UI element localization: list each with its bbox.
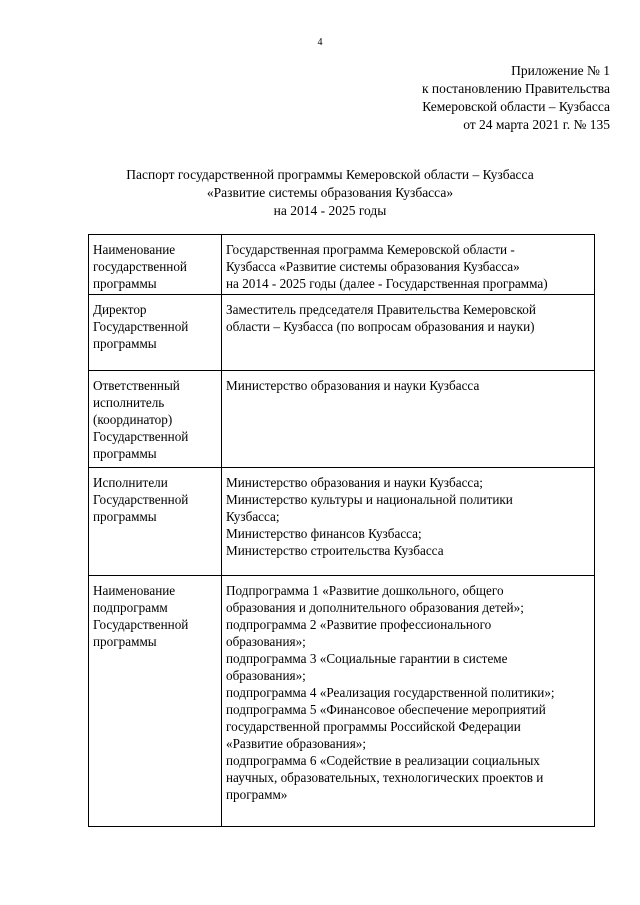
label-line: подпрограмм xyxy=(93,600,168,615)
page-number: 4 xyxy=(317,37,323,48)
row-label xyxy=(89,576,222,827)
value-line: на 2014 - 2025 годы (далее - Государственная программа) xyxy=(226,276,548,291)
value-line: Министерство финансов Кузбасса; xyxy=(226,526,422,541)
table-row xyxy=(89,468,595,576)
appendix-line: Приложение № 1 xyxy=(511,63,610,78)
table-row xyxy=(89,576,595,827)
row-label xyxy=(89,295,222,371)
document-title xyxy=(60,166,600,220)
title-line: «Развитие системы образования Кузбасса» xyxy=(206,185,454,200)
title-line: Паспорт государственной программы Кемеровской области – Кузбасса xyxy=(126,167,534,182)
value-line: Кузбасса; xyxy=(226,509,280,524)
label-line: программы xyxy=(93,276,157,291)
value-line: научных, образовательных, технологических проектов и xyxy=(226,770,544,785)
value-line: программ» xyxy=(226,787,288,802)
row-label xyxy=(89,468,222,576)
label-line: Исполнители xyxy=(93,475,168,490)
value-line: Министерство образования и науки Кузбасса xyxy=(226,378,480,393)
label-line: Государственной xyxy=(93,319,189,334)
label-line: Ответственный xyxy=(93,378,180,393)
appendix-line: от 24 марта 2021 г. № 135 xyxy=(463,117,610,132)
row-value xyxy=(222,235,595,295)
label-line: программы xyxy=(93,634,157,649)
appendix-line: Кемеровской области – Кузбасса xyxy=(422,99,610,114)
value-line: образования»; xyxy=(226,634,306,649)
row-label xyxy=(89,371,222,468)
value-line: области – Кузбасса (по вопросам образования и науки) xyxy=(226,319,535,334)
value-line: подпрограмма 2 «Развитие профессионального xyxy=(226,617,492,632)
row-value xyxy=(222,371,595,468)
label-line: Наименование xyxy=(93,583,176,598)
value-line: образования и дополнительного образования детей»; xyxy=(226,600,524,615)
value-line: подпрограмма 6 «Содействие в реализации социальных xyxy=(226,753,540,768)
label-line: Наименование xyxy=(93,242,176,257)
label-line: Государственной xyxy=(93,429,189,444)
row-value xyxy=(222,295,595,371)
row-label xyxy=(89,235,222,295)
value-line: Государственная программа Кемеровской области - xyxy=(226,242,515,257)
label-line: программы xyxy=(93,509,157,524)
label-line: государственной xyxy=(93,259,187,274)
value-line: подпрограмма 5 «Финансовое обеспечение мероприятий xyxy=(226,702,546,717)
label-line: Государственной xyxy=(93,617,189,632)
row-value xyxy=(222,576,595,827)
row-value xyxy=(222,468,595,576)
table-row xyxy=(89,235,595,295)
value-line: государственной программы Российской Федерации xyxy=(226,719,521,734)
label-line: (координатор) xyxy=(93,412,173,427)
value-line: подпрограмма 4 «Реализация государственной политики»; xyxy=(226,685,555,700)
value-line: Кузбасса «Развитие системы образования Кузбасса» xyxy=(226,259,520,274)
label-line: Директор xyxy=(93,302,147,317)
label-line: исполнитель xyxy=(93,395,165,410)
label-line: программы xyxy=(93,446,157,461)
label-line: программы xyxy=(93,336,157,351)
table-row xyxy=(89,371,595,468)
value-line: образования»; xyxy=(226,668,306,683)
value-line: Министерство культуры и национальной политики xyxy=(226,492,513,507)
appendix-header xyxy=(360,62,610,134)
value-line: «Развитие образования»; xyxy=(226,736,367,751)
title-line: на 2014 - 2025 годы xyxy=(273,203,387,218)
value-line: Подпрограмма 1 «Развитие дошкольного, общего xyxy=(226,583,504,598)
label-line: Государственной xyxy=(93,492,189,507)
table-row xyxy=(89,295,595,371)
value-line: подпрограмма 3 «Социальные гарантии в системе xyxy=(226,651,508,666)
value-line: Министерство строительства Кузбасса xyxy=(226,543,444,558)
value-line: Министерство образования и науки Кузбасса; xyxy=(226,475,483,490)
passport-table xyxy=(88,234,595,827)
appendix-line: к постановлению Правительства xyxy=(421,81,610,96)
value-line: Заместитель председателя Правительства Кемеровской xyxy=(226,302,536,317)
